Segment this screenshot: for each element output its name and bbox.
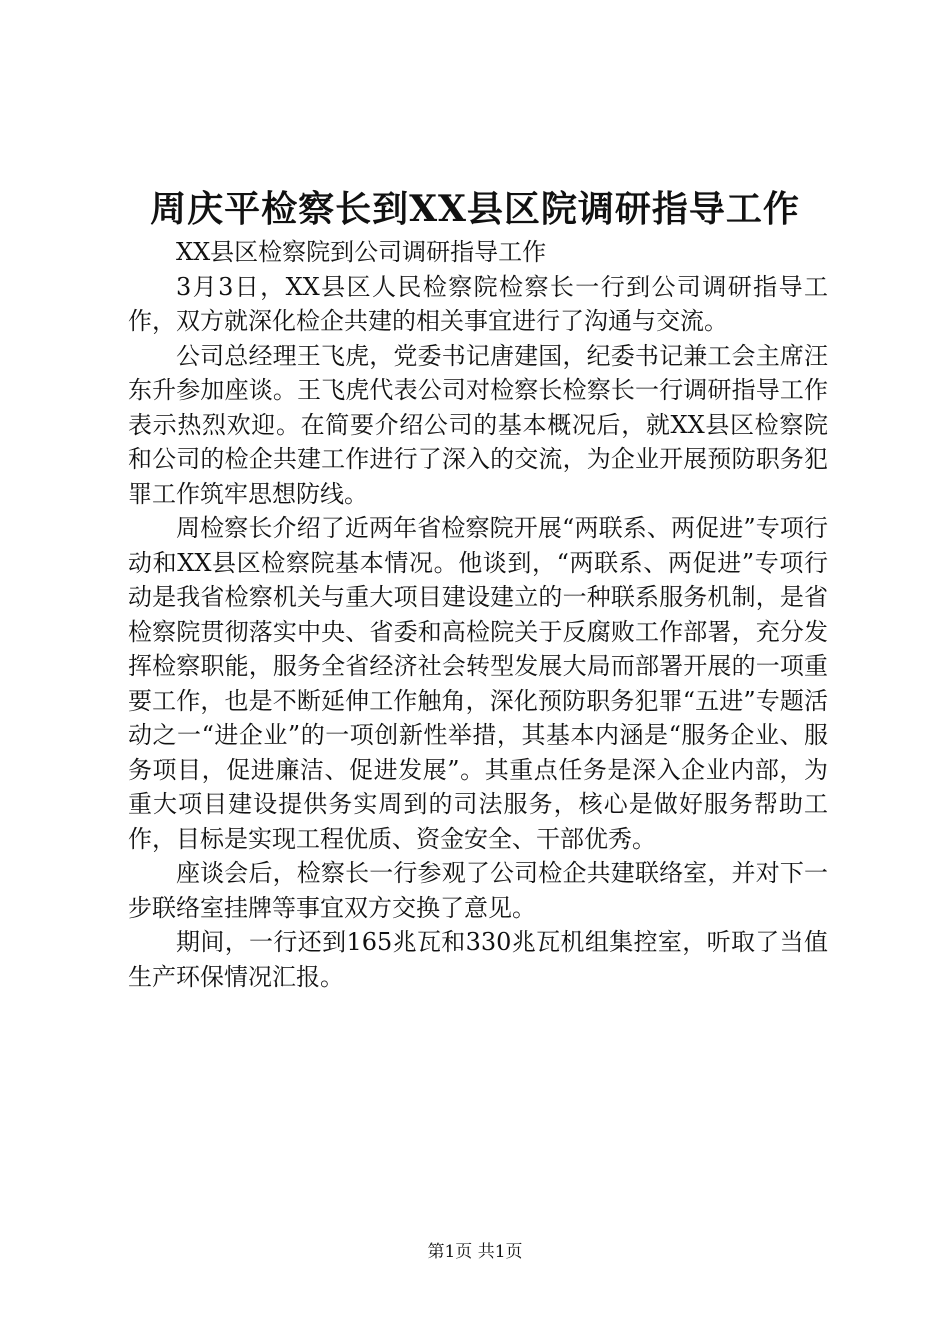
page-number-footer: 第1页 共1页	[427, 1242, 523, 1262]
body-paragraph: 期间，一行还到165兆瓦和330兆瓦机组集控室，听取了当值生产环保情况汇报。	[128, 928, 828, 991]
body-paragraph: XX县区检察院到公司调研指导工作	[176, 238, 547, 266]
body-paragraph: 公司总经理王飞虎，党委书记唐建国，纪委书记兼工会主席汪东升参加座谈。王飞虎代表公司对检察长检察长一行调研指导工作表示热烈欢迎。在简要介绍公司的基本概况后，就XX县区检察院和公司的检企共建工作进行了深入的交流，为企业开展预防职务犯罪工作筑牢思想防线。	[128, 341, 828, 508]
body-paragraph: 周检察长介绍了近两年省检察院开展“两联系、两促进”专项行动和XX县区检察院基本情况。他谈到，“两联系、两促进”专项行动是我省检察机关与重大项目建设建立的一种联系服务机制，是省检察院贯彻落实中央、省委和高检院关于反腐败工作部署，充分发挥检察职能，服务全省经济社会转型发展大局而部署开展的一项重要工作，也是不断延伸工作触角，深化预防职务犯罪“五进”专题活动之一“进企业”的一项创新性举措，其基本内涵是“服务企业、服务项目，促进廉洁、促进发展”。其重点任务是深入企业内部，为重大项目建设提供务实周到的司法服务，核心是做好服务帮助工作，目标是实现工程优质、资金安全、干部优秀。	[128, 514, 828, 853]
document-title: 周庆平检察长到XX县区院调研指导工作	[150, 188, 800, 230]
body-paragraph: 座谈会后，检察长一行参观了公司检企共建联络室，并对下一步联络室挂牌等事宜双方交换了意见。	[128, 859, 828, 922]
document-body	[128, 235, 828, 994]
body-paragraph: 3月3日，XX县区人民检察院检察长一行到公司调研指导工作，双方就深化检企共建的相关事宜进行了沟通与交流。	[128, 272, 828, 335]
